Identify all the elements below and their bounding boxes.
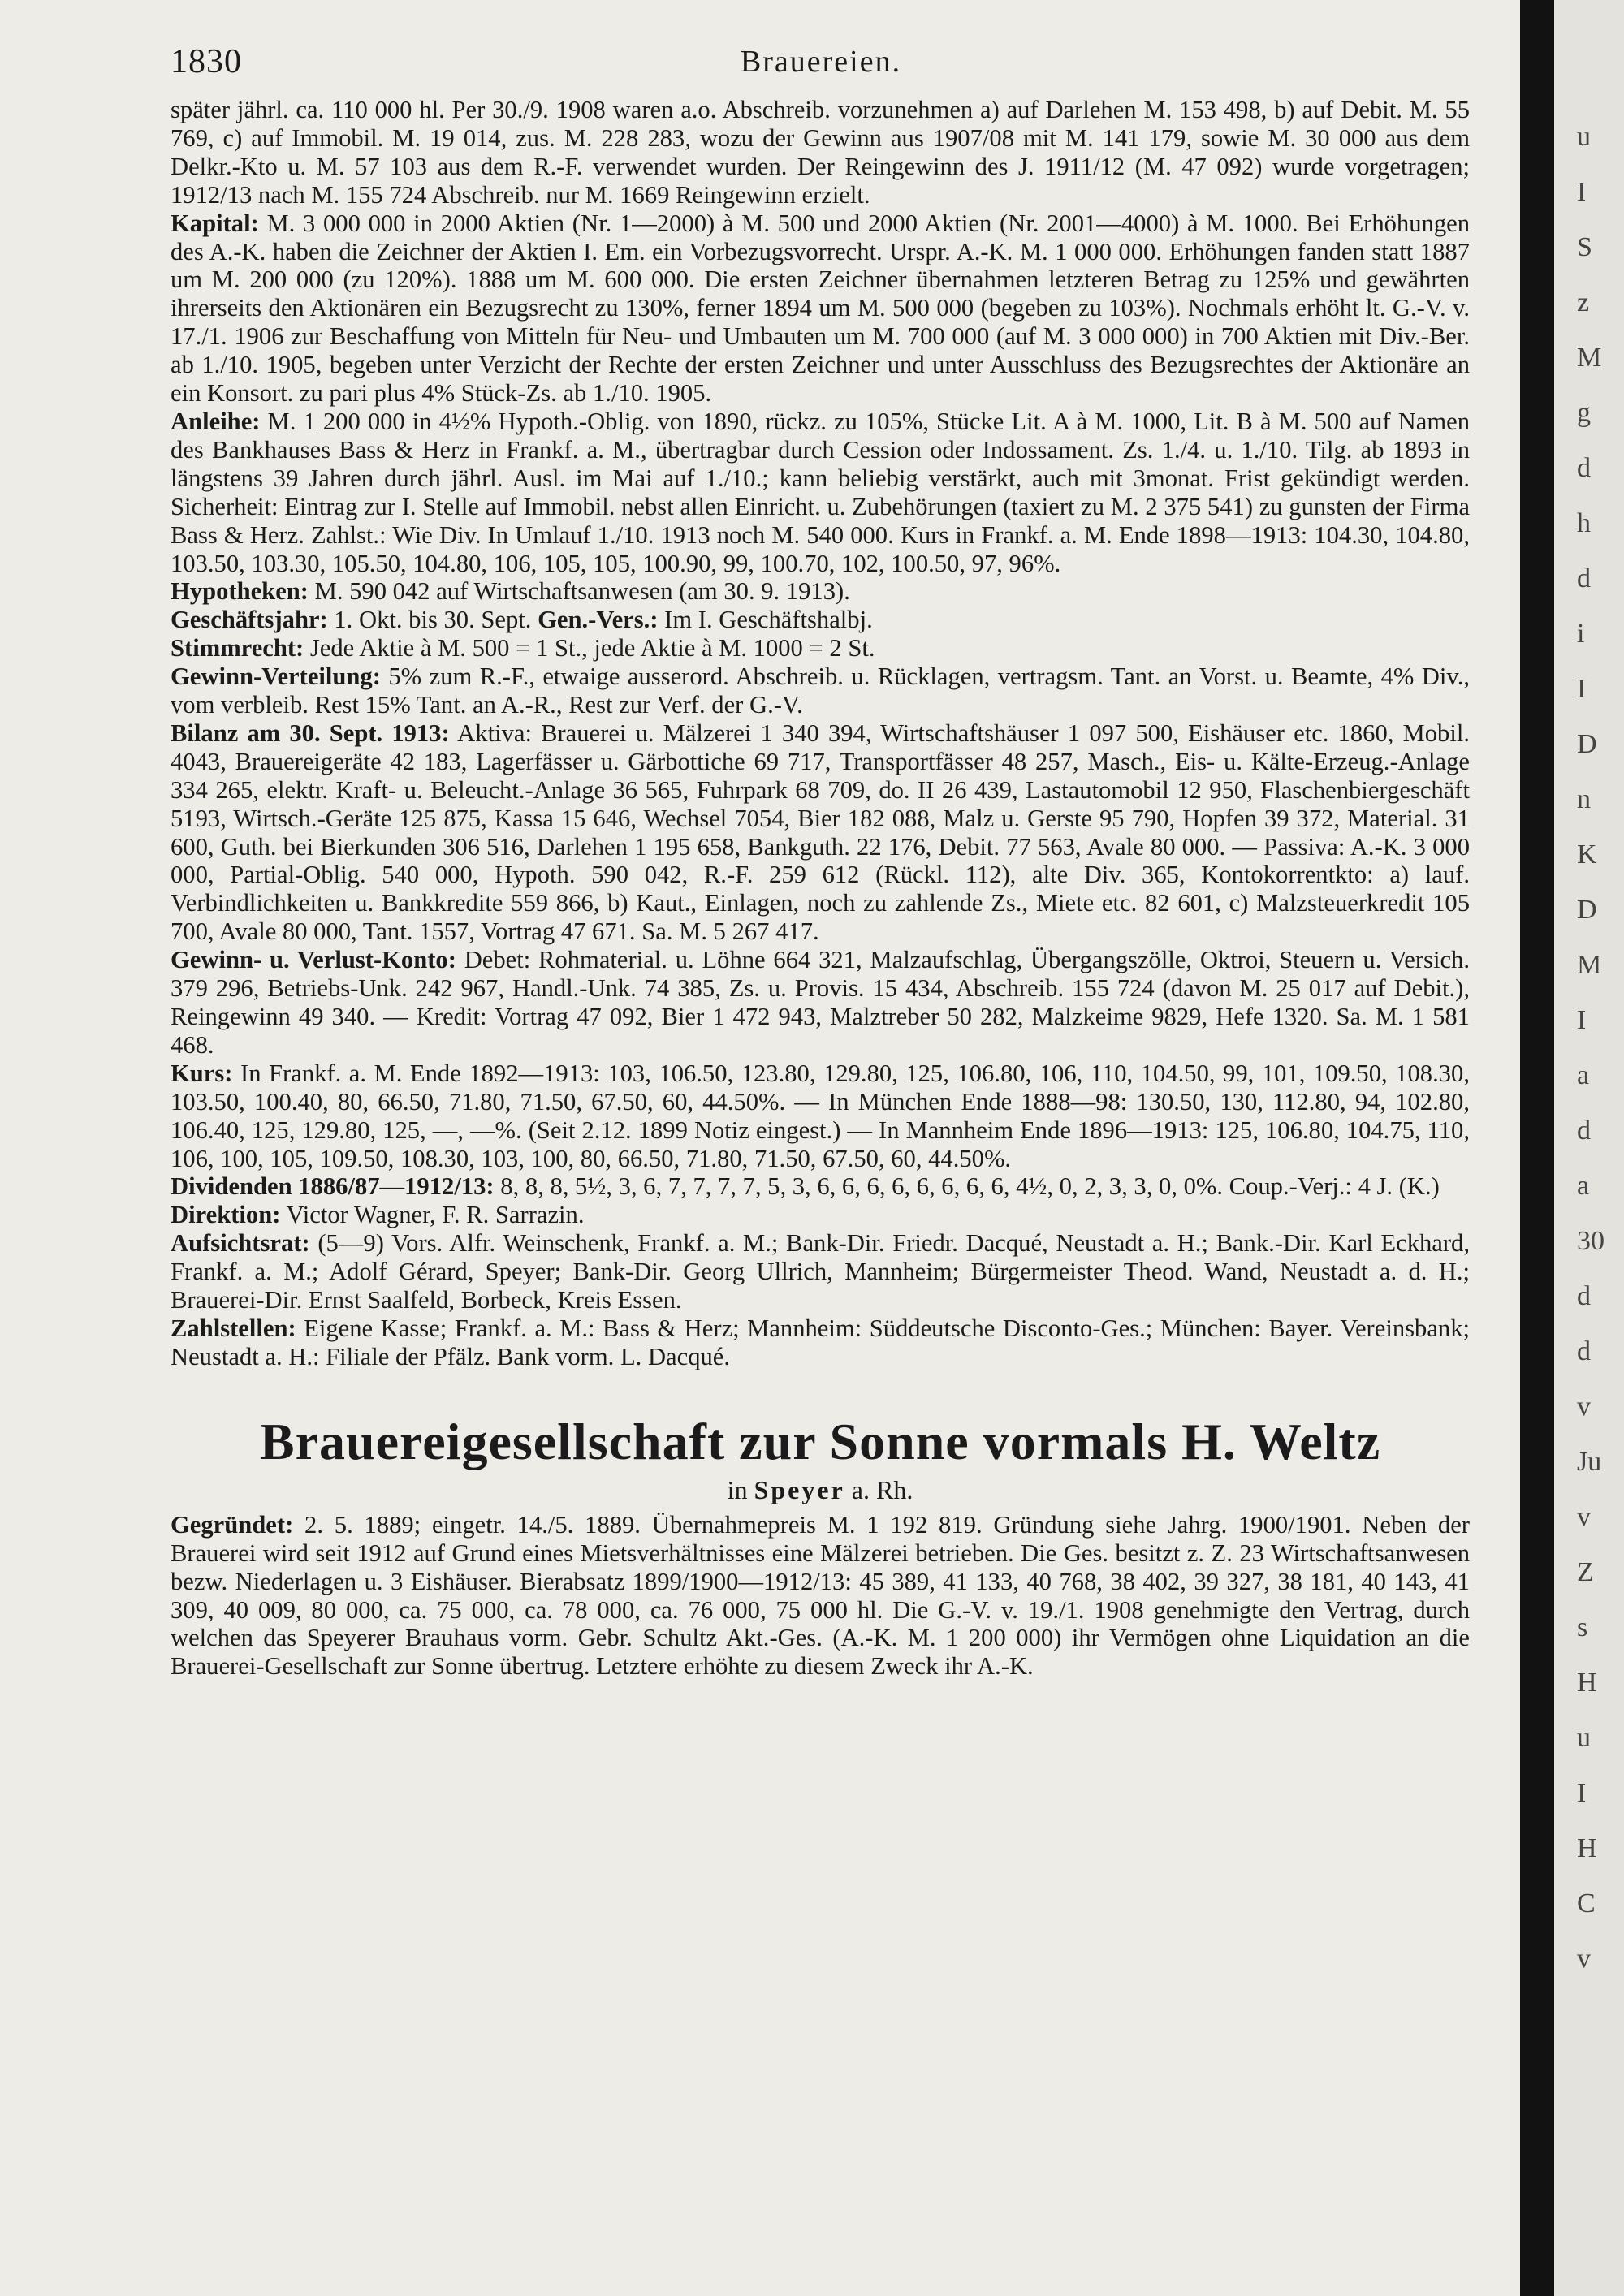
dividenden-text: 8, 8, 8, 5½, 3, 6, 7, 7, 7, 7, 5, 3, 6, 6, 6, 6, 6, 6, 6, 6, 4½, 0, 2, 3, 3, 0, 0%. Coup.-Verj.: 4 J. (K.) [494, 1172, 1440, 1201]
adjacent-page-fragment: H [1577, 1833, 1597, 1863]
location-prefix: in [727, 1474, 754, 1504]
adjacent-page-fragment: d [1577, 563, 1591, 593]
kurs-text: In Frankf. a. M. Ende 1892—1913: 103, 106.50, 123.80, 129.80, 125, 106.80, 106, 110, 104.50, 99, 101, 109.50, 108.30, 103.50, 100.40, 80, 66.50, 71.80, 71.50, 67.50, 60, 44.50%. — In München Ende 1888—98: 130.50, 130, 112.80, 94, 102.80, 106.40, 125, 129.80, 125, —, —%. (Seit 2.12. 1899 Notiz eingest.) — In Mannheim Ende 1896—1913: 125, 106.80, 104.75, 110, 106, 100, 105, 109.50, 108.30, 103, 100, 80, 66.50, 71.80, 71.50, 67.50, 60, 44.50%. [171, 1059, 1470, 1172]
location-suffix: a. Rh. [844, 1474, 914, 1504]
zahlstellen-label: Zahlstellen: [171, 1314, 296, 1342]
stimmrecht-text: Jede Aktie à M. 500 = 1 St., jede Aktie à M. 1000 = 2 St. [304, 634, 875, 662]
bilanz-paragraph [171, 719, 1470, 946]
zahlstellen-text: Eigene Kasse; Frankf. a. M.: Bass & Herz; Mannheim: Süddeutsche Disconto-Ges.; München: Bayer. Vereinsbank; Neustadt a. H.: Filiale der Pfälz. Bank vorm. L. Dacqué. [171, 1314, 1470, 1370]
page-number: 1830 [171, 43, 242, 80]
adjacent-page-fragment: M [1577, 950, 1602, 980]
adjacent-page-fragment: I [1577, 177, 1587, 207]
adjacent-page-fragment: v [1577, 1392, 1591, 1422]
guv-paragraph [171, 946, 1470, 1060]
aufsichtsrat-paragraph [171, 1229, 1470, 1314]
adjacent-page-fragment: z [1577, 287, 1590, 317]
page-body [171, 96, 1470, 1681]
anleihe-paragraph [171, 408, 1470, 577]
geschaeftsjahr-paragraph [171, 606, 1470, 634]
stimmrecht-paragraph [171, 634, 1470, 662]
guv-text: Debet: Rohmaterial. u. Löhne 664 321, Malzaufschlag, Übergangszölle, Oktroi, Steuern u. Versich. 379 296, Betriebs-Unk. 242 967, Handl.-Unk. 74 385, Zs. u. Provis. 15 434, Abschreib. 155 724 (davon M. 25 017 auf Debit.), Reingewinn 49 340. — Kredit: Vortrag 47 092, Bier 1 472 943, Malztreber 50 282, Malzkeime 9829, Hefe 1320. Sa. M. 1 581 468. [171, 946, 1470, 1059]
kurs-paragraph [171, 1060, 1470, 1173]
adjacent-page-fragment: i [1577, 619, 1585, 649]
aufsichtsrat-label: Aufsichtsrat: [171, 1229, 310, 1258]
gegruendet-label: Gegründet: [171, 1510, 294, 1539]
hypotheken-label: Hypotheken: [171, 577, 309, 606]
adjacent-page-fragment: S [1577, 232, 1592, 262]
adjacent-page-fragment: D [1577, 895, 1597, 925]
adjacent-page-fragment: n [1577, 784, 1591, 814]
kapital-label: Kapital: [171, 209, 259, 237]
company-location [171, 1474, 1470, 1506]
book-binding-gutter [1520, 0, 1554, 2296]
gewinnverteilung-paragraph [171, 662, 1470, 719]
adjacent-page-fragment: H [1577, 1668, 1597, 1698]
hypotheken-text: M. 590 042 auf Wirtschaftsanwesen (am 30. 9. 1913). [308, 577, 850, 606]
adjacent-page-fragment: d [1577, 1116, 1591, 1146]
gegruendet-paragraph [171, 1511, 1470, 1681]
adjacent-page-fragment: h [1577, 508, 1591, 538]
stimmrecht-label: Stimmrecht: [171, 634, 304, 662]
adjacent-page-fragment: d [1577, 1336, 1591, 1366]
adjacent-page-fragment: u [1577, 122, 1591, 152]
adjacent-page-fragment: M [1577, 343, 1602, 373]
genvers-label: Gen.-Vers.: [538, 606, 659, 634]
aufsichtsrat-text: (5—9) Vors. Alfr. Weinschenk, Frankf. a. M.; Bank-Dir. Friedr. Dacqué, Neustadt a. H.; Bank.-Dir. Karl Eckhard, Frankf. a. M.; Adolf Gérard, Speyer; Bank-Dir. Georg Ullrich, Mannheim; Bürgermeister Theod. Wand, Neustadt a. d. H.; Brauerei-Dir. Ernst Saalfeld, Borbeck, Kreis Essen. [171, 1229, 1470, 1314]
kapital-paragraph [171, 209, 1470, 408]
adjacent-page-fragment: C [1577, 1888, 1596, 1918]
adjacent-page-fragment: s [1577, 1612, 1588, 1642]
zahlstellen-paragraph [171, 1314, 1470, 1371]
guv-label: Gewinn- u. Verlust-Konto: [171, 946, 456, 974]
kurs-label: Kurs: [171, 1059, 233, 1087]
adjacent-page-fragment: K [1577, 839, 1597, 870]
adjacent-page-fragment: I [1577, 674, 1587, 704]
adjacent-page-fragment: I [1577, 1005, 1587, 1035]
geschaeftsjahr-text: 1. Okt. bis 30. Sept. [327, 606, 538, 634]
adjacent-page-fragment: Z [1577, 1557, 1594, 1587]
intro-paragraph: später jährl. ca. 110 000 hl. Per 30./9. 1908 waren a.o. Abschreib. vorzunehmen a) auf Darlehen M. 153 498, b) auf Debit. M. 55 769, c) auf Immobil. M. 19 014, zus. M. 228 283, wozu der Gewinn aus 1907/08 mit M. 141 179, sowie M. 30 000 aus dem Delkr.-Kto u. M. 57 103 aus dem R.-F. verwendet wurden. Der Reingewinn des J. 1911/12 (M. 47 092) wurde vorgetragen; 1912/13 nach M. 155 724 Abschreib. nur M. 1669 Reingewinn erzielt. [171, 96, 1470, 209]
adjacent-page-fragment: 30 [1577, 1226, 1605, 1256]
adjacent-page-fragment: u [1577, 1723, 1591, 1753]
page-header [171, 34, 1471, 91]
dividenden-label: Dividenden 1886/87—1912/13: [171, 1172, 495, 1201]
adjacent-page-fragment: v [1577, 1502, 1591, 1532]
company-title: Brauereigesellschaft zur Sonne vormals H. Weltz [259, 1412, 1381, 1470]
adjacent-page-fragment: Ju [1577, 1447, 1602, 1477]
bilanz-text: Aktiva: Brauerei u. Mälzerei 1 340 394, Wirtschaftshäuser 1 097 500, Eishäuser etc. 1860, Mobil. 4043, Brauereigeräte 42 183, Lagerfässer u. Gärbottiche 69 717, Transportfässer 48 257, Masch., Eis- u. Kälte-Erzeug.-Anlage 334 265, elektr. Kraft- u. Beleucht.-Anlage 36 565, Fuhrpark 68 709, do. II 26 439, Lastautomobil 12 950, Flaschenbiergeschäft 5193, Wirtsch.-Geräte 125 875, Kassa 15 646, Wechsel 7054, Bier 182 088, Malz u. Gerste 95 790, Hopfen 39 372, Material. 31 600, Guth. bei Bierkunden 306 516, Darlehen 1 195 658, Bankguth. 22 176, Debit. 77 563, Avale 80 000. — Passiva: A.-K. 3 000 000, Partial-Oblig. 540 000, Hypoth. 590 042, R.-F. 259 612 (Rückl. 112), alte Div. 365, Kontokorrentkto: a) lauf. Verbindlichkeiten u. Bankkredite 559 866, b) Kaut., Einlagen, noch zu zahlende Zs., Miete etc. 82 601, c) Malzsteuerkredit 105 700, Avale 80 000, Tant. 1557, Vortrag 47 671. Sa. M. 5 267 417. [171, 719, 1470, 946]
anleihe-label: Anleihe: [171, 407, 261, 435]
anleihe-text: M. 1 200 000 in 4½% Hypoth.-Oblig. von 1890, rückz. zu 105%, Stücke Lit. A à M. 1000, Lit. B à M. 500 auf Namen des Bankhauses Bass & Herz in Frankf. a. M., übertragbar durch Cession oder Indossament. Zs. 1./4. u. 1./10. Tilg. ab 1893 in längstens 39 Jahren durch jährl. Ausl. im Mai auf 1./10.; kann beliebig verstärkt, auch mit 3monat. Frist gekündigt werden. Sicherheit: Eintrag zur I. Stelle auf Immobil. nebst allen Einricht. u. Zubehörungen (taxiert zu M. 2 375 541) zu gunsten der Firma Bass & Herz. Zahlst.: Wie Div. In Umlauf 1./10. 1913 noch M. 540 000. Kurs in Frankf. a. M. Ende 1898—1913: 104.30, 104.80, 103.50, 103.30, 105.50, 104.80, 106, 105, 105, 100.90, 99, 100.70, 102, 100.50, 97, 96%. [171, 407, 1470, 577]
kapital-text: M. 3 000 000 in 2000 Aktien (Nr. 1—2000) à M. 500 und 2000 Aktien (Nr. 2001—4000) à M. 1000. Bei Erhöhungen des A.-K. haben die Zeichner der Aktien I. Em. ein Vorbezugsvorrecht. Urspr. A.-K. M. 1 000 000. Erhöhungen fanden statt 1887 um M. 200 000 (zu 120%). 1888 um M. 600 000. Die ersten Zeichner übernahmen letzteren Betrag zu 125% und gewährten ihrerseits den Aktionären ein Bezugsrecht zu 130%, ferner 1894 um M. 500 000 (begeben zu 103%). Nochmals erhöht lt. G.-V. v. 17./1. 1906 zur Beschaffung von Mitteln für Neu- und Umbauten um M. 700 000 (auf M. 3 000 000) in 700 Aktien mit Div.-Ber. ab 1./10. 1905, begeben unter Verzicht der Rechte der ersten Zeichner und unter Ausschluss des Bezugsrechtes der Aktionäre an ein Konsort. zu pari plus 4% Stück-Zs. ab 1./10. 1905. [171, 209, 1470, 408]
adjacent-page-fragment: a [1577, 1171, 1590, 1201]
gegruendet-text: 2. 5. 1889; eingetr. 14./5. 1889. Übernahmepreis M. 1 192 819. Gründung siehe Jahrg. 1900/1901. Neben der Brauerei wird seit 1912 auf Grund eines Mietsverhältnisses eine Mälzerei betrieben. Die Ges. besitzt z. Z. 23 Wirtschaftsanwesen bezw. Niederlagen u. 3 Eishäuser. Bierabsatz 1899/1900—1912/13: 45 389, 41 133, 40 768, 38 402, 39 327, 38 181, 40 143, 41 309, 40 009, 80 000, ca. 75 000, ca. 78 000, ca. 76 000, 75 000 hl. Die G.-V. v. 19./1. 1908 genehmigte den Vertrag, durch welchen das Speyerer Brauhaus vorm. Gebr. Schultz Akt.-Ges. (A.-K. M. 1 200 000) ihr Vermögen ohne Liquidation an die Brauerei-Gesellschaft zur Sonne übertrug. Letztere erhöhte zu diesem Zweck ihr A.-K. [171, 1510, 1470, 1681]
adjacent-page-fragment: I [1577, 1778, 1587, 1808]
location-city: Speyer [754, 1474, 845, 1504]
geschaeftsjahr-label: Geschäftsjahr: [171, 606, 328, 634]
adjacent-page-fragment: v [1577, 1944, 1591, 1974]
gewinnverteilung-text: 5% zum R.-F., etwaige ausserord. Abschreib. u. Rücklagen, vertragsm. Tant. an Vorst. u. Beamte, 4% Div., vom verbleib. Rest 15% Tant. an A.-R., Rest zur Verf. der G.-V. [171, 662, 1470, 719]
adjacent-page-fragment: d [1577, 1281, 1591, 1311]
adjacent-page-fragment: g [1577, 398, 1591, 428]
direktion-paragraph [171, 1201, 1470, 1229]
gewinnverteilung-label: Gewinn-Verteilung: [171, 662, 381, 691]
dividenden-paragraph [171, 1172, 1470, 1201]
adjacent-page-fragment: D [1577, 729, 1597, 759]
bilanz-label: Bilanz am 30. Sept. 1913: [171, 719, 450, 747]
hypotheken-paragraph [171, 577, 1470, 606]
adjacent-page-fragment: d [1577, 453, 1591, 483]
direktion-label: Direktion: [171, 1201, 281, 1229]
direktion-text: Victor Wagner, F. R. Sarrazin. [280, 1201, 585, 1229]
genvers-text: Im I. Geschäftshalbj. [658, 606, 873, 634]
adjacent-page-edge [1554, 0, 1624, 2296]
running-head: Brauereien. [740, 45, 902, 79]
adjacent-page-fragment: a [1577, 1060, 1590, 1090]
